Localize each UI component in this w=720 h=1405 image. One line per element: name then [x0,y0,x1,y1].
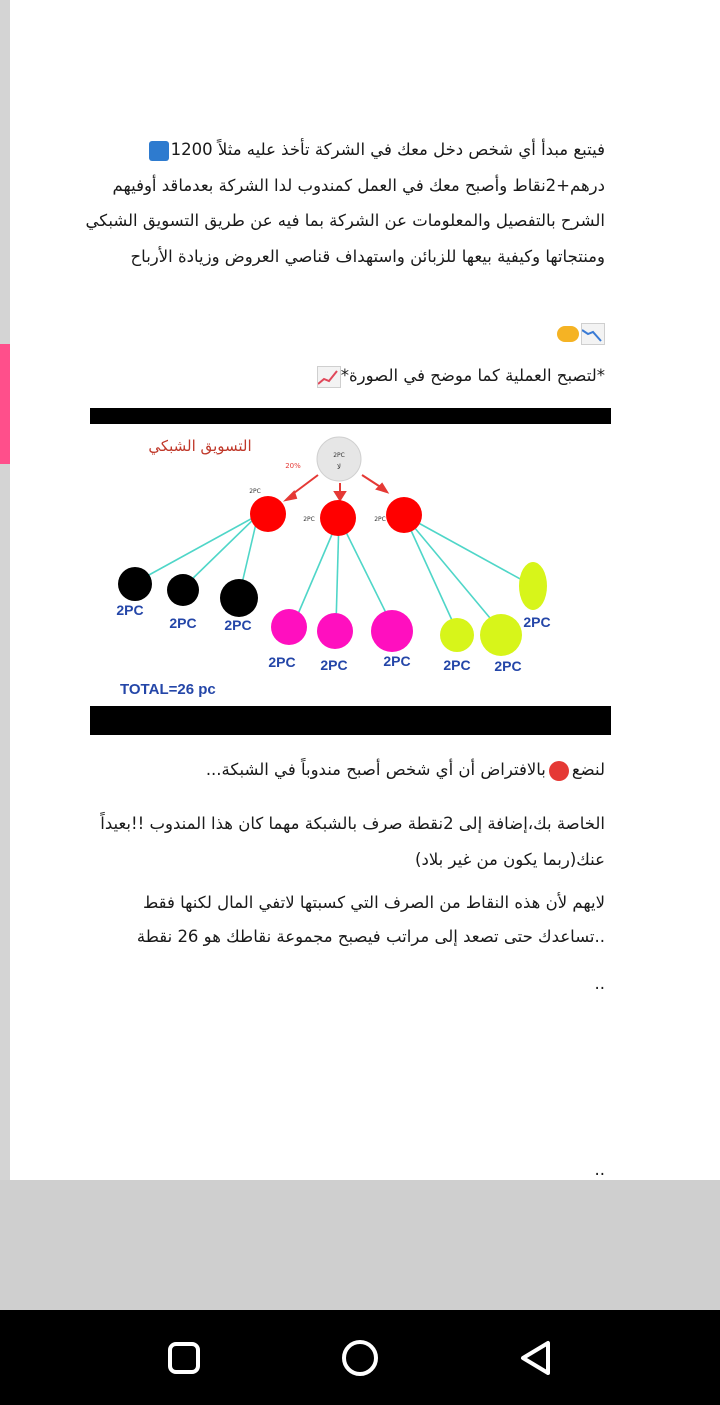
diagram-total: TOTAL=26 pc [120,681,216,698]
post-paragraph-4: الخاصة بك،إضافة إلى 2نقطة صرف بالشبكة مهما كان هذا المندوب !!بعيداً عنك(ربما يكون من غير بلاد) [100,814,605,869]
home-circle-icon[interactable] [336,1336,384,1380]
post-paragraph-1 [80,132,605,274]
red-node-left [250,496,286,532]
black-node-2 [167,574,199,606]
blue-square-icon [149,141,169,161]
system-navigation-bar [0,1310,720,1405]
black-node-1 [118,567,152,601]
red-circle-icon [549,761,569,781]
diagram-root-node [317,437,361,481]
ellipsis-2: .. [594,1160,605,1179]
emoji-line [80,320,605,348]
root-label-1: 2PC [333,452,345,459]
network-marketing-diagram [90,408,611,735]
magenta-node-3 [371,610,413,652]
diagram-percent: 20% [285,462,301,470]
post-paragraph-3 [80,756,605,784]
chart-decreasing-icon [581,323,605,345]
recents-square-icon[interactable] [160,1336,208,1380]
pc-label-8: 2PC [494,658,522,674]
paragraph-1-line-1: فيتبع مبدأ أي شخص دخل معك في الشركة تأخذ عليه مثلاً 1200 [170,140,605,159]
lime-node-2 [480,614,522,656]
lime-node-3 [519,562,547,610]
paragraph-3-before: لنضع [571,760,605,779]
black-node-3 [220,579,258,617]
left-edge-strip [0,0,10,1180]
ellipsis-1: .. [594,974,605,993]
magenta-node-1 [271,609,307,645]
pc-label-3: 2PC [224,617,252,633]
paragraph-2-text: *لتصبح العملية كما موضح في الصورة* [340,366,605,385]
scroll-indicator [0,344,10,464]
red-node-right [386,497,422,533]
paragraph-1-rest: درهم+2نقاط وأصبح معك في العمل كمندوب لدا الشركة بعدماقد أوفيهم الشرح بالتفصيل والمعلومات عن الشركة بما فيه عن طريق التسويق الشبكي ومنتجاتها وكيفية بيعها للزبائن واستهداف قناصي العروض وزيادة الأرباح [85,175,605,266]
pc-label-5: 2PC [320,657,348,673]
handshake-icon [557,326,579,342]
pc-label-2: 2PC [169,615,197,631]
pc-label-9: 2PC [523,614,551,630]
paragraph-3-after: بالافتراض أن أي شخص أصبح مندوباً في الشبكة... [205,760,546,779]
chart-increasing-icon [317,366,341,388]
magenta-node-2 [317,613,353,649]
pc-label-7: 2PC [443,657,471,673]
lime-node-1 [440,618,474,652]
red-center-label: 2PC [303,516,315,523]
red-left-label: 2PC [249,488,261,495]
pc-label-4: 2PC [268,654,296,670]
red-node-center [320,500,356,536]
diagram-title: التسويق الشبكي [148,437,252,455]
post-paragraph-2 [80,362,605,390]
pc-label-1: 2PC [116,602,144,618]
root-label-2: لا [337,463,341,471]
post-paragraph-5: لايهم لأن هذه النقاط من الصرف التي كسبتها لاتفي المال لكنها فقط ..تساعدك حتى تصعد إلى مراتب فيصبح مجموعة نقاطك هو 26 نقطة [136,893,605,946]
pc-label-6: 2PC [383,653,411,669]
back-triangle-icon[interactable] [512,1336,560,1380]
red-right-label: 2PC [374,516,386,523]
